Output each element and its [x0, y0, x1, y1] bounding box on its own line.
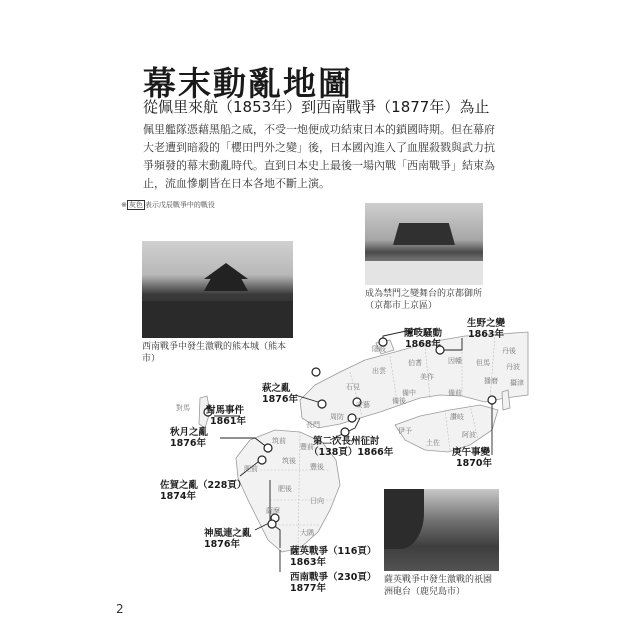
intro-paragraph: 佩里艦隊憑藉黑船之威，不受一炮便成功結束日本的鎖國時期。但在幕府大老遭到暗殺的「櫻田門外之變」後，日本國內進入了血腥殺戮與武力抗爭頻發的幕末動亂時代。直到日本史上最後一場內戰「西南戰爭」結束為止，流血慘劇皆在日本各地不斷上演。 [143, 123, 495, 190]
pref-bizen: 備前 [448, 389, 462, 397]
event-seinan-year: 1877年 [290, 583, 326, 594]
pref-harima: 播磨 [484, 377, 498, 385]
event-saga-name: 佐賀之亂（228頁） [160, 480, 247, 491]
marker-extra [312, 368, 320, 376]
event-ikuno-name: 生野之變 [467, 318, 506, 329]
note-prefix: ※ [121, 201, 127, 209]
marker-hagi [318, 400, 326, 408]
pref-tsushima: 對馬 [176, 404, 190, 412]
event-kogo-name: 庚午事變 [452, 447, 491, 458]
note-text: 表示戊辰戰爭中的戰役 [144, 201, 215, 209]
pref-tajima: 但馬 [476, 359, 490, 367]
pref-chikuzen: 筑前 [272, 437, 286, 445]
event-ikuno [467, 318, 505, 340]
marker-choshu-1 [348, 414, 356, 422]
event-ikuno-year: 1863年 [468, 329, 504, 340]
pref-tango: 丹後 [502, 347, 516, 355]
event-hagi-name: 萩之亂 [262, 383, 291, 394]
event-kogo-year: 1870年 [456, 458, 492, 469]
event-choshu-name: 第二次長州征討 [313, 436, 380, 447]
marker-choshu-2 [341, 428, 349, 436]
event-oki-name: 隱岐騷動 [404, 328, 443, 339]
event-choshu-year: 1866年 [357, 447, 394, 458]
kyoto-gosho-photo [365, 203, 483, 285]
pref-oki: 隱岐 [372, 345, 386, 353]
pref-osumi: 大隅 [300, 529, 314, 537]
pref-hyuga: 日向 [310, 497, 324, 505]
pref-bungo: 豐後 [310, 463, 324, 471]
event-akizuki [170, 427, 208, 449]
pref-bitchu: 備中 [402, 389, 416, 397]
event-choshu [309, 436, 393, 458]
pref-awa: 阿波 [462, 431, 476, 439]
pref-iwami: 石見 [346, 383, 360, 391]
pref-aki: 安藝 [356, 401, 370, 409]
event-kogo [452, 447, 492, 469]
pref-tosa: 土佐 [426, 439, 440, 447]
pref-suo: 周防 [330, 413, 344, 421]
event-choshu-page: （138頁） [309, 447, 358, 458]
page-subtitle: 從佩里來航（1853年）到西南戰爭（1877年）為止 [143, 98, 490, 116]
event-hagi-year: 1876年 [262, 394, 298, 405]
pref-iyo: 伊予 [398, 427, 412, 435]
kumamoto-caption: 西南戰爭中發生激戰的熊本城（熊本市） [142, 342, 287, 364]
event-tsushima-name: 對馬事件 [206, 405, 245, 416]
pref-izumo: 出雲 [372, 367, 386, 375]
pref-mimasaka: 美作 [420, 373, 434, 381]
event-seinan-name: 西南戰爭（230頁） [290, 572, 377, 583]
gion-caption: 薩英戰爭中發生激戰的祇園洲砲台（鹿兒島市） [384, 575, 493, 597]
pref-inaba: 因幡 [448, 357, 462, 365]
pref-higo: 肥後 [278, 485, 292, 493]
event-hagi [262, 383, 298, 405]
event-satsuei-year: 1863年 [290, 557, 326, 568]
pref-hizen: 肥前 [244, 465, 258, 473]
event-saga-year: 1874年 [160, 491, 196, 502]
marker-akizuki [264, 444, 272, 452]
pref-tamba: 丹波 [506, 363, 520, 371]
pref-bingo: 備後 [392, 397, 406, 405]
event-shinpuren [204, 528, 252, 550]
pref-nagato: 長門 [306, 421, 320, 429]
page-number: 2 [116, 602, 124, 616]
marker-saga [258, 456, 266, 464]
marker-kogo [488, 396, 496, 404]
event-satsuei-name: 薩英戰爭（116頁） [290, 546, 377, 557]
event-oki-year: 1868年 [405, 339, 441, 350]
pref-chikugo: 筑後 [282, 457, 296, 465]
kumamoto-castle-photo [142, 241, 293, 338]
event-oki [404, 328, 442, 350]
event-satsuei [290, 546, 376, 568]
event-shinpuren-name: 神風連之亂 [204, 528, 252, 539]
gion-battery-photo [384, 489, 499, 571]
event-shinpuren-year: 1876年 [204, 539, 240, 550]
event-saga [160, 480, 246, 502]
event-akizuki-name: 秋月之亂 [170, 427, 209, 438]
pref-buzen: 豐前 [300, 443, 314, 451]
event-akizuki-year: 1876年 [170, 438, 206, 449]
marker-kagoshima [268, 520, 276, 528]
kyoto-caption: 成為禁門之變舞台的京都御所（京都市上京區） [365, 289, 483, 311]
note-tag: 灰色 [128, 201, 143, 209]
pref-satsuma: 薩摩 [266, 507, 280, 515]
pref-settsu: 攝津 [510, 379, 524, 387]
pref-sanuki: 讚岐 [450, 413, 464, 421]
page-title: 幕末動亂地圖 [143, 64, 353, 103]
pref-hoki: 伯耆 [408, 359, 422, 367]
event-tsushima [206, 405, 246, 427]
event-seinan [290, 572, 376, 594]
event-tsushima-year: 1861年 [210, 416, 246, 427]
